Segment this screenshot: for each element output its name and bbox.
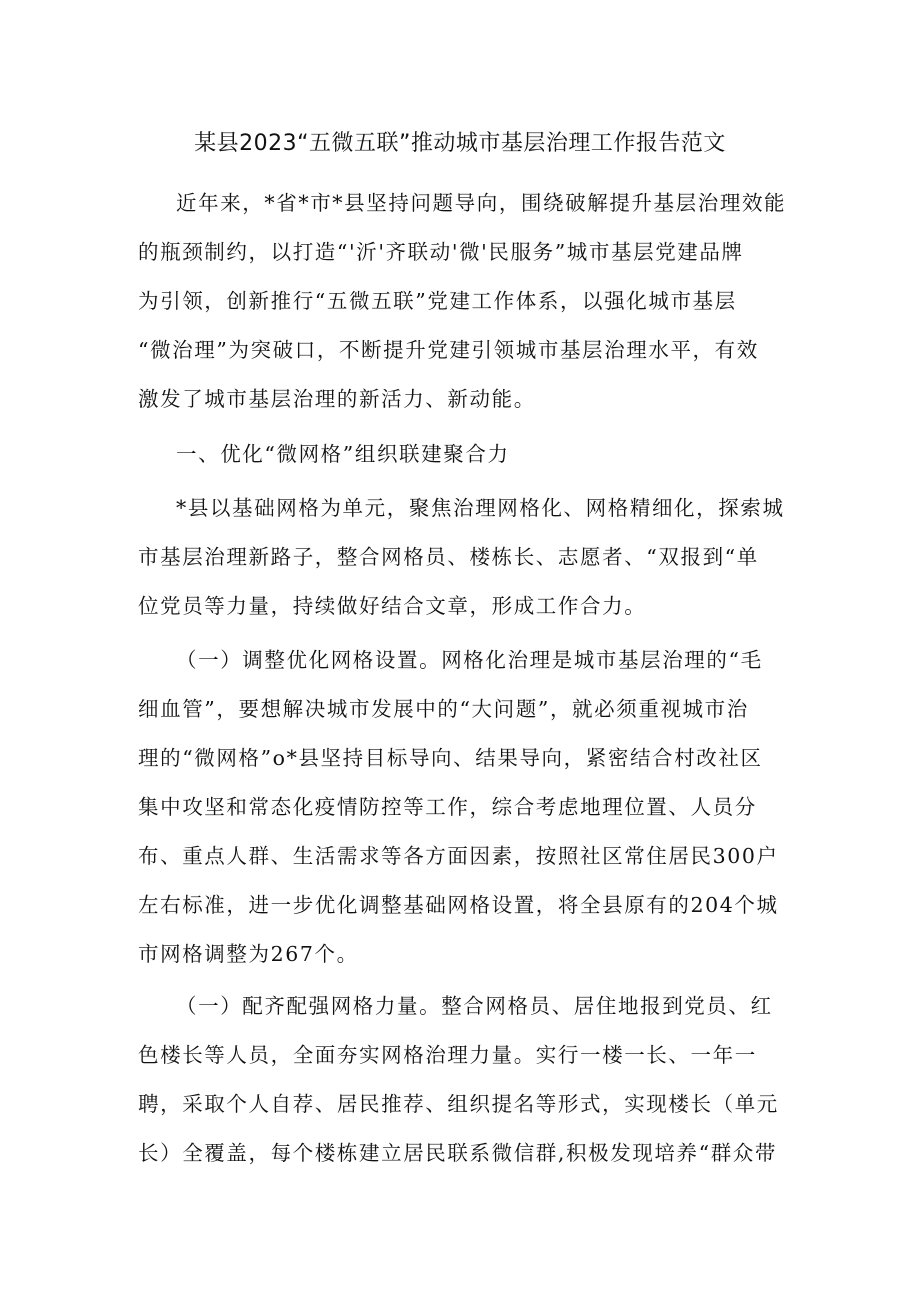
paragraph-line: 市网格调整为267个。 bbox=[138, 942, 359, 966]
paragraph-line: 聘，采取个人自荐、居民推荐、组织提名等形式，实现楼长（单元 bbox=[138, 1092, 779, 1116]
paragraph-line: *县以基础网格为单元，聚焦治理网格化、网格精细化，探索城 bbox=[176, 496, 785, 520]
paragraph-line: “微治理”为突破口，不断提升党建引领城市基层治理水平，有效 bbox=[138, 338, 759, 362]
paragraph-line: 市基层治理新路子，整合网格员、楼栋长、志愿者、“双报到“单 bbox=[138, 545, 759, 569]
paragraph-line: 激发了城市基层治理的新活力、新动能。 bbox=[138, 387, 536, 411]
paragraph-line: （一）调整优化网格设置。网格化治理是城市基层治理的“毛 bbox=[176, 648, 763, 672]
paragraph-line: 理的“微网格”o*县坚持目标导向、结果导向，紧密结合村改社区 bbox=[138, 746, 763, 770]
paragraph-line: 的瓶颈制约，以打造“'沂'齐联动'微'民服务”城市基层党建品牌 bbox=[138, 240, 744, 264]
paragraph-line: 布、重点人群、生活需求等各方面因素，按照社区常住居民300户 bbox=[138, 844, 779, 868]
paragraph-line: 为引领，创新推行“五微五联”党建工作体系，以强化城市基层 bbox=[138, 289, 737, 313]
section-heading: 一、优化“微网格”组织联建聚合力 bbox=[176, 442, 510, 466]
paragraph-line: 细血管”，要想解决城市发展中的“大问题”，就必须重视城市治 bbox=[138, 697, 749, 721]
paragraph-line: 长）全覆盖，每个楼栋建立居民联系微信群,积极发现培养“群众带 bbox=[138, 1141, 777, 1165]
paragraph-line: 位党员等力量，持续做好结合文章，形成工作合力。 bbox=[138, 594, 647, 618]
intro-paragraph bbox=[138, 179, 787, 424]
paragraph-line: 集中攻坚和常态化疫情防控等工作，综合考虑地理位置、人员分 bbox=[138, 795, 757, 819]
paragraph-line: （一）配齐配强网格力量。整合网格员、居住地报到党员、红 bbox=[176, 994, 773, 1018]
body-paragraph bbox=[138, 982, 778, 1178]
document-title: 某县2023“五微五联”推动城市基层治理工作报告范文 bbox=[194, 131, 726, 156]
paragraph-line: 近年来，*省*市*县坚持问题导向，围绕破解提升基层治理效能 bbox=[176, 191, 787, 215]
body-paragraph bbox=[138, 484, 785, 631]
body-paragraph bbox=[138, 636, 778, 979]
paragraph-line: 左右标准，进一步优化调整基础网格设置，将全县原有的204个城 bbox=[138, 893, 779, 917]
paragraph-line: 色楼长等人员，全面夯实网格治理力量。实行一楼一长、一年一 bbox=[138, 1043, 757, 1067]
